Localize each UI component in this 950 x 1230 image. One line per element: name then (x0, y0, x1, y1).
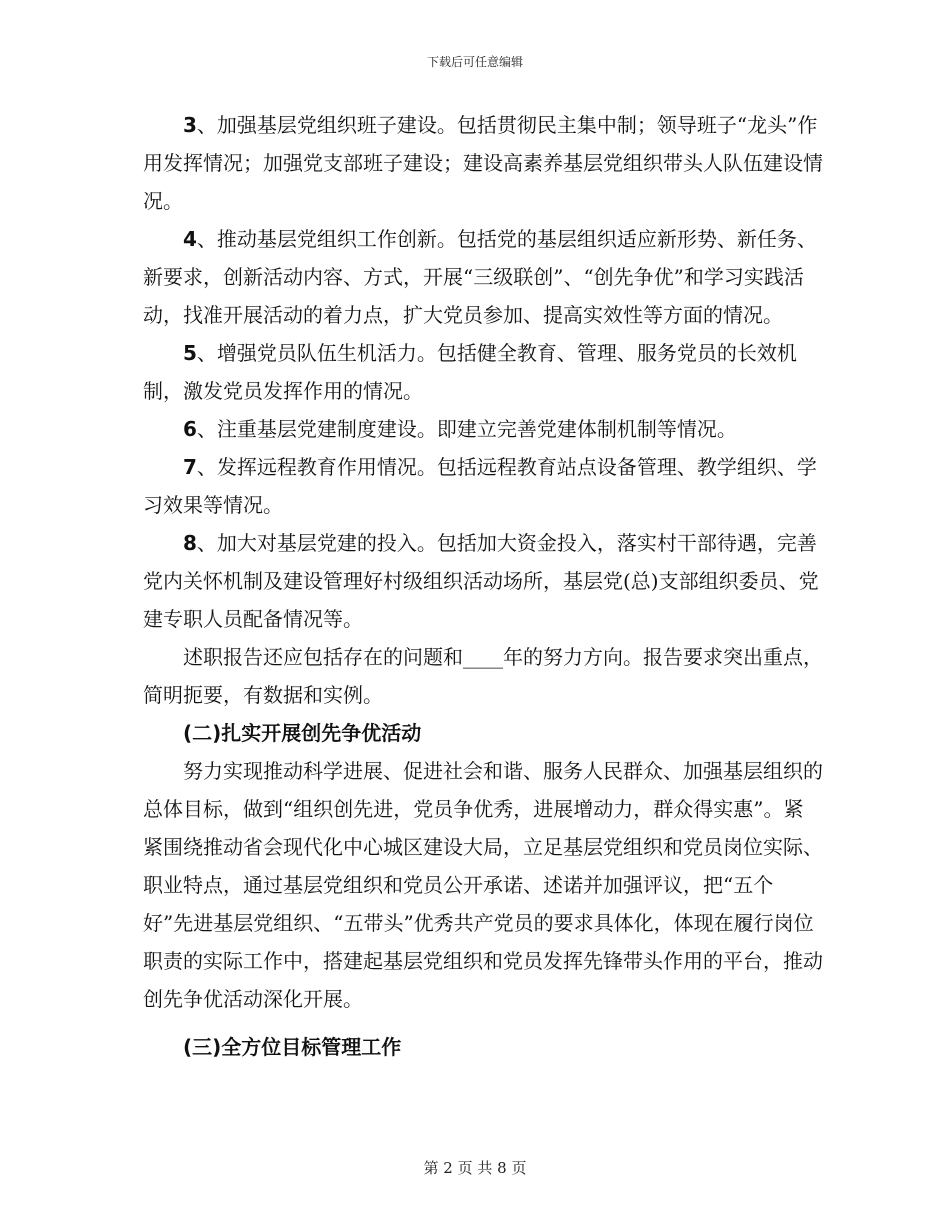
item-number: 3 (183, 113, 197, 137)
list-item-8 (143, 524, 823, 638)
item-number: 8 (183, 531, 197, 555)
section-2-paragraph: 努力实现推动科学进展、促进社会和谐、服务人民群众、加强基层组织的总体目标，做到“组织创先进，党员争优秀，进展增动力，群众得实惠”。紧紧围绕推动省会现代化中心城区建设大局，立足基层党组织和党员岗位实际、职业特点，通过基层党组织和党员公开承诺、述诺并加强评议，把“五个好”先进基层党组织、“五带头”优秀共产党员的要求具体化，体现在履行岗位职责的实际工作中，搭建起基层党组织和党员发挥先锋带头作用的平台，推动创先争优活动深化开展。 (143, 759, 823, 1011)
document-body (143, 106, 823, 1066)
page-header: 下载后可任意编辑 (426, 55, 523, 69)
list-item-7 (143, 448, 823, 524)
report-requirements-paragraph (143, 638, 823, 714)
item-text: 、注重基层党建制度建设。即建立完善党建体制机制等情况。 (196, 417, 737, 441)
list-item-6 (143, 410, 823, 448)
item-number: 7 (183, 455, 197, 479)
item-number: 4 (183, 227, 197, 251)
item-text: 、发挥远程教育作用情况。包括远程教育站点设备管理、教学组织、学习效果等情况。 (143, 455, 817, 517)
list-item-5 (143, 334, 823, 410)
page-footer: 第 2 页 共 8 页 (423, 1159, 527, 1177)
section-heading-3: (三)全方位目标管理工作 (183, 1035, 402, 1059)
list-item-3 (143, 106, 823, 220)
list-item-4 (143, 220, 823, 334)
item-text: 、推动基层党组织工作创新。包括党的基层组织适应新形势、新任务、新要求，创新活动内容、方式，开展“三级联创”、“创先争优”和学习实践活动，找准开展活动的着力点，扩大党员参加、提高实效性等方面的情况。 (143, 227, 817, 327)
item-number: 6 (183, 417, 197, 441)
item-text: 、加强基层党组织班子建设。包括贯彻民主集中制；领导班子“龙头”作用发挥情况；加强党支部班子建设；建设高素养基层党组织带头人队伍建设情况。 (143, 113, 823, 213)
item-text: 、加大对基层党建的投入。包括加大资金投入，落实村干部待遇，完善党内关怀机制及建设管理好村级组织活动场所，基层党(总)支部组织委员、党建专职人员配备情况等。 (143, 531, 819, 631)
paragraph-text: 述职报告还应包括存在的问题和____年的努力方向。报告要求突出重点，简明扼要，有数据和实例。 (143, 645, 823, 707)
item-number: 5 (183, 341, 197, 365)
section-heading-2: (二)扎实开展创先争优活动 (183, 721, 422, 745)
item-text: 、增强党员队伍生机活力。包括健全教育、管理、服务党员的长效机制，激发党员发挥作用的情况。 (143, 341, 797, 403)
